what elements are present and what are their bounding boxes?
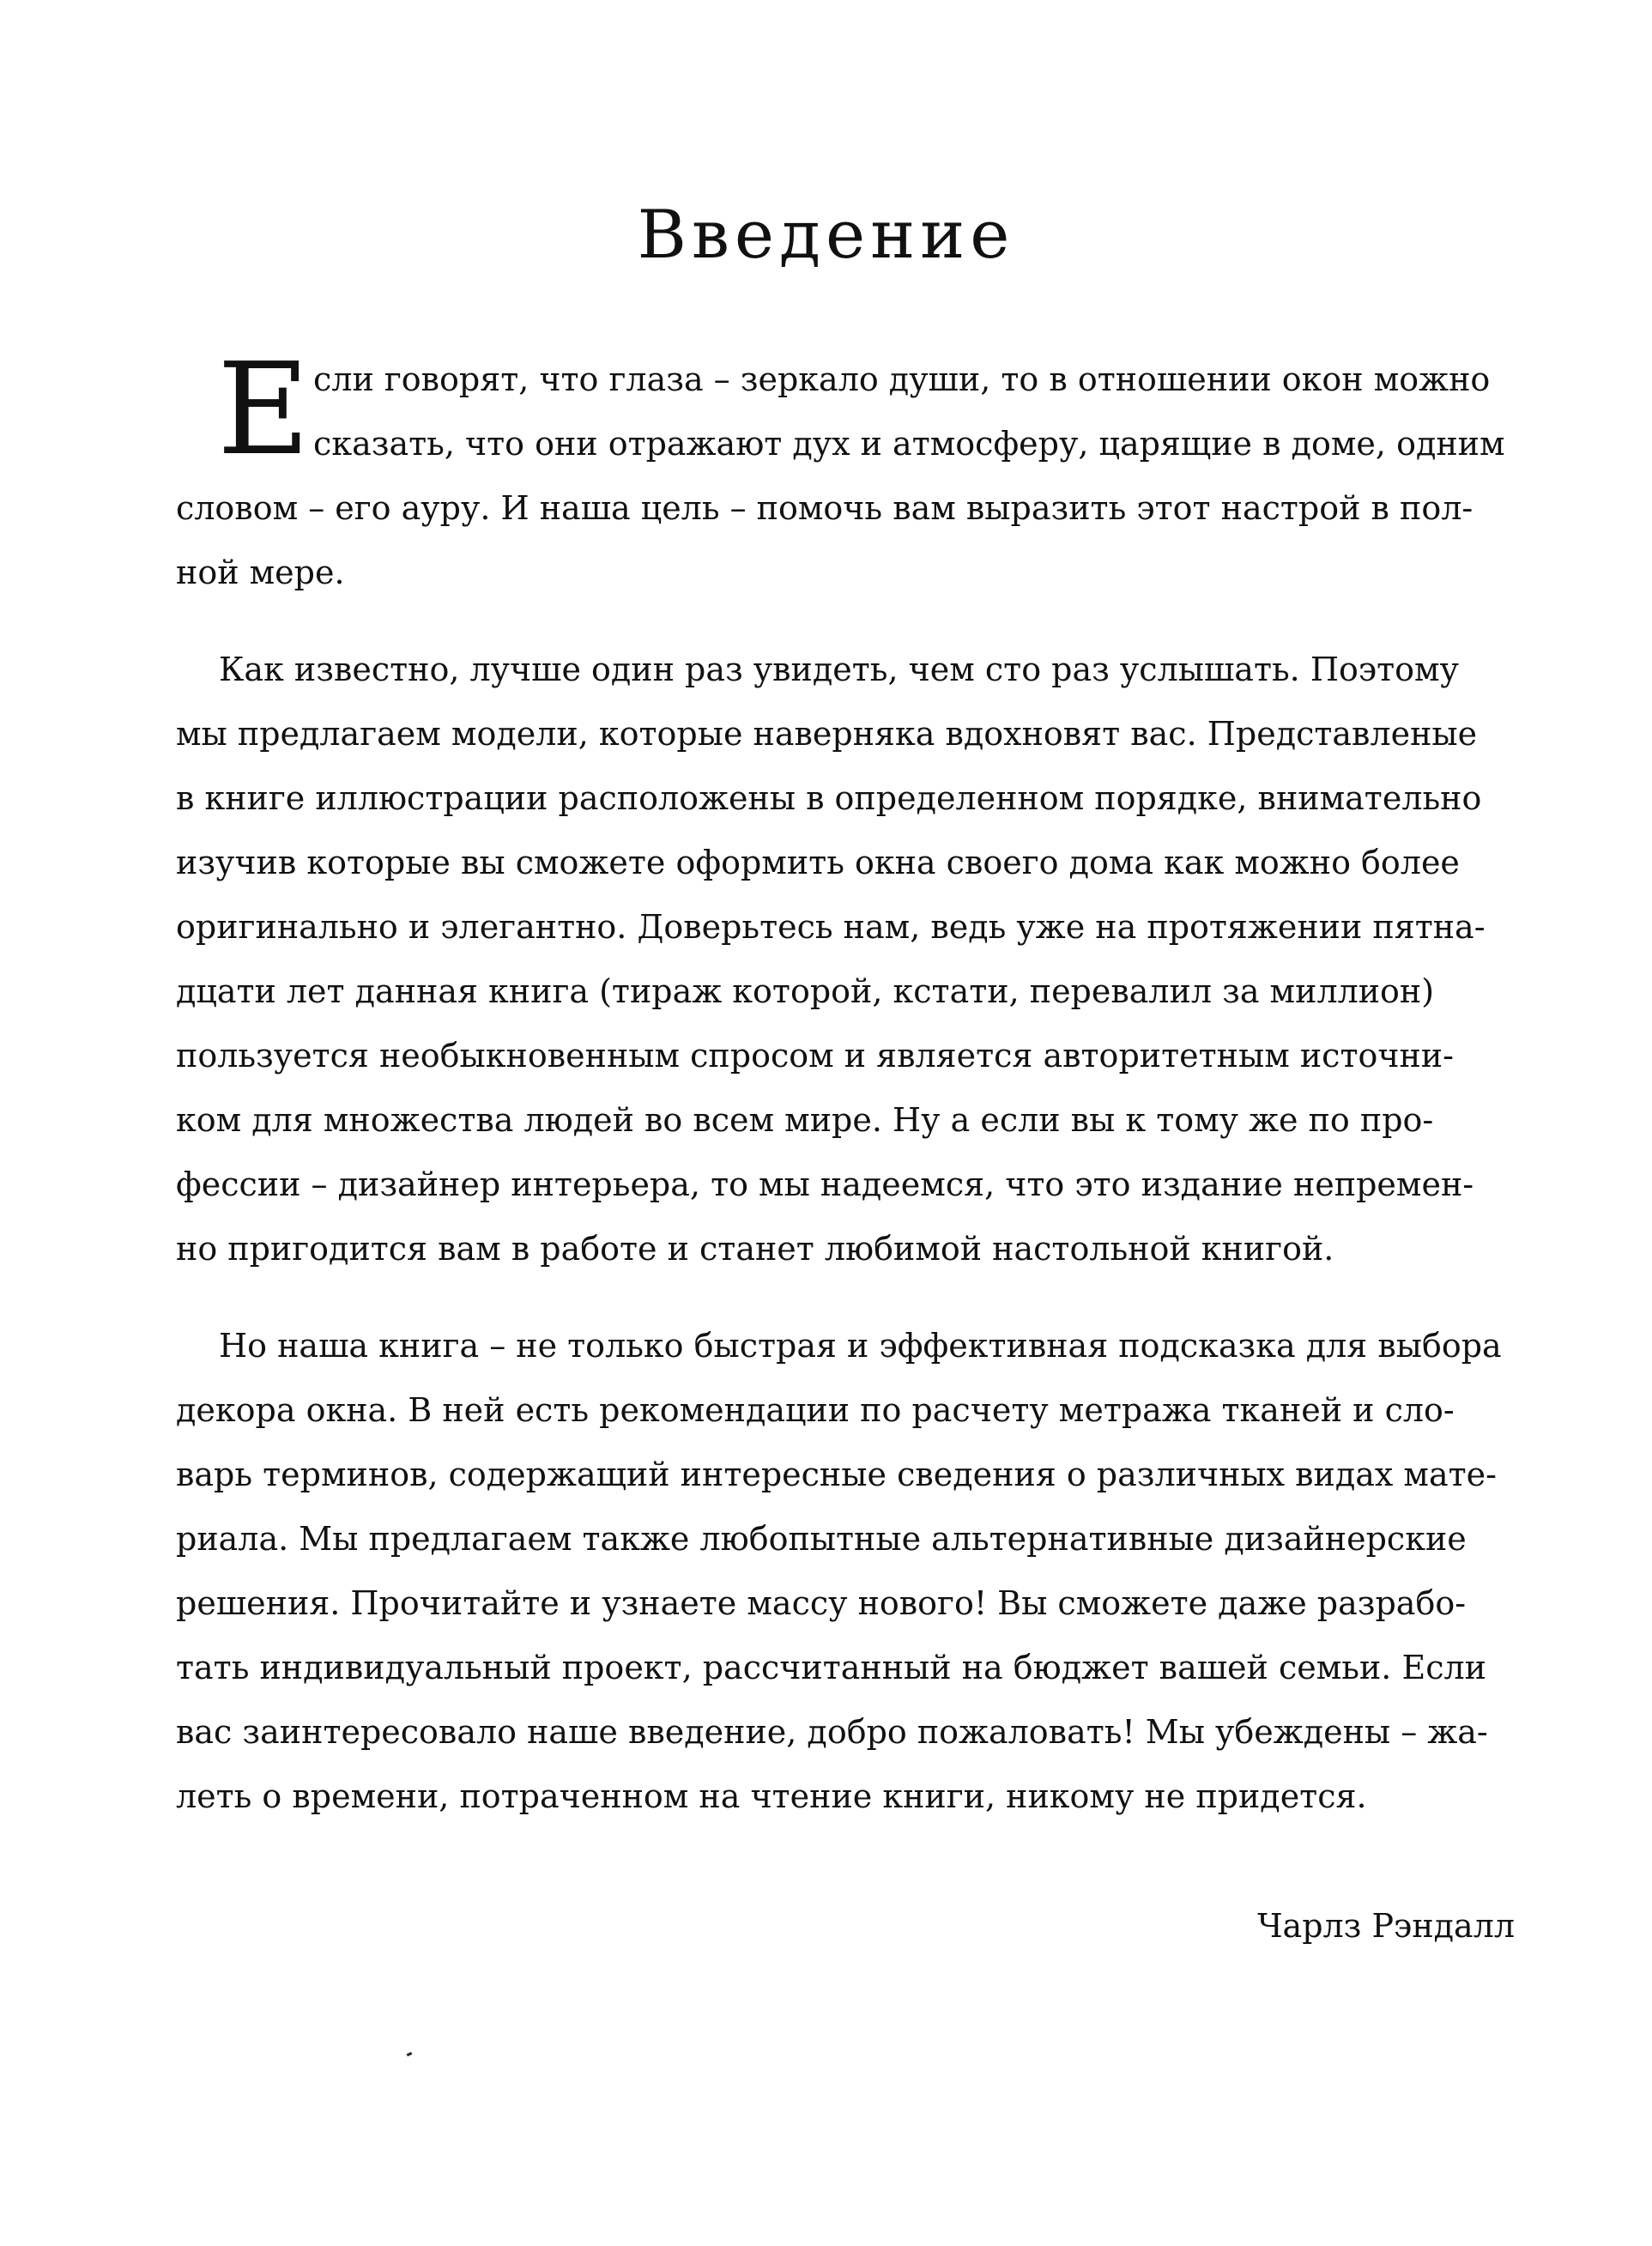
paragraph-3 [176, 1314, 1515, 1829]
text-line: вас заинтересовало наше введение, добро пожаловать! Мы убеждены – жа- [176, 1713, 1488, 1751]
scan-speck [407, 2052, 413, 2056]
text-line: пользуется необыкновенным спросом и является авторитетным источни- [176, 1037, 1454, 1075]
text-line: мы предлагаем модели, которые наверняка вдохновят вас. Представленые [176, 715, 1478, 753]
text-line: но пригодится вам в работе и станет любимой настольной книгой. [176, 1230, 1334, 1268]
text-line: варь терминов, содержащий интересные сведения о различных видах мате- [176, 1456, 1497, 1493]
text-line: декора окна. В ней есть рекомендации по расчету метража тканей и сло- [176, 1391, 1455, 1429]
text-line: Как известно, лучше один раз увидеть, чем сто раз услышать. Поэтому [219, 651, 1459, 688]
text-line: сли говорят, что глаза – зеркало души, то в отношении окон можно [313, 360, 1491, 398]
drop-cap-letter: Е [217, 336, 311, 483]
text-line: ной мере. [176, 554, 345, 591]
text-line: тать индивидуальный проект, рассчитанный на бюджет вашей семьи. Если [176, 1649, 1486, 1686]
text-line: Но наша книга – не только быстрая и эффективная подсказка для выбора [219, 1327, 1502, 1365]
text-line: риала. Мы предлагаем также любопытные альтернативные дизайнерские [176, 1520, 1467, 1558]
text-line: решения. Прочитайте и узнаете массу нового! Вы сможете даже разрабо- [176, 1584, 1467, 1622]
text-line: ком для множества людей во всем мире. Ну а если вы к тому же по про- [176, 1101, 1434, 1139]
text-line: фессии – дизайнер интерьера, то мы надеемся, что это издание непремен- [176, 1165, 1474, 1203]
text-line: леть о времени, потраченном на чтение книги, никому не придется. [176, 1777, 1367, 1815]
text-line: сказать, что они отражают дух и атмосферу, царящие в доме, одним [313, 425, 1505, 463]
text-line: дцати лет данная книга (тираж которой, кстати, перевалил за миллион) [176, 972, 1435, 1010]
text-line: словом – его ауру. И наша цель – помочь вам выразить этот настрой в пол- [176, 489, 1473, 527]
text-line: изучив которые вы сможете оформить окна своего дома как можно более [176, 844, 1460, 881]
author-signature: Чарлз Рэндалл [1257, 1907, 1515, 1945]
text-line: в книге иллюстрации расположены в определенном порядке, внимательно [176, 779, 1482, 817]
intro-text [176, 336, 1515, 1862]
paragraph-1 [176, 336, 1515, 605]
page-title: Введение [637, 197, 1015, 274]
paragraph-2 [176, 638, 1515, 1281]
text-line: оригинально и элегантно. Доверьтесь нам, ведь уже на протяжении пятна- [176, 908, 1486, 946]
